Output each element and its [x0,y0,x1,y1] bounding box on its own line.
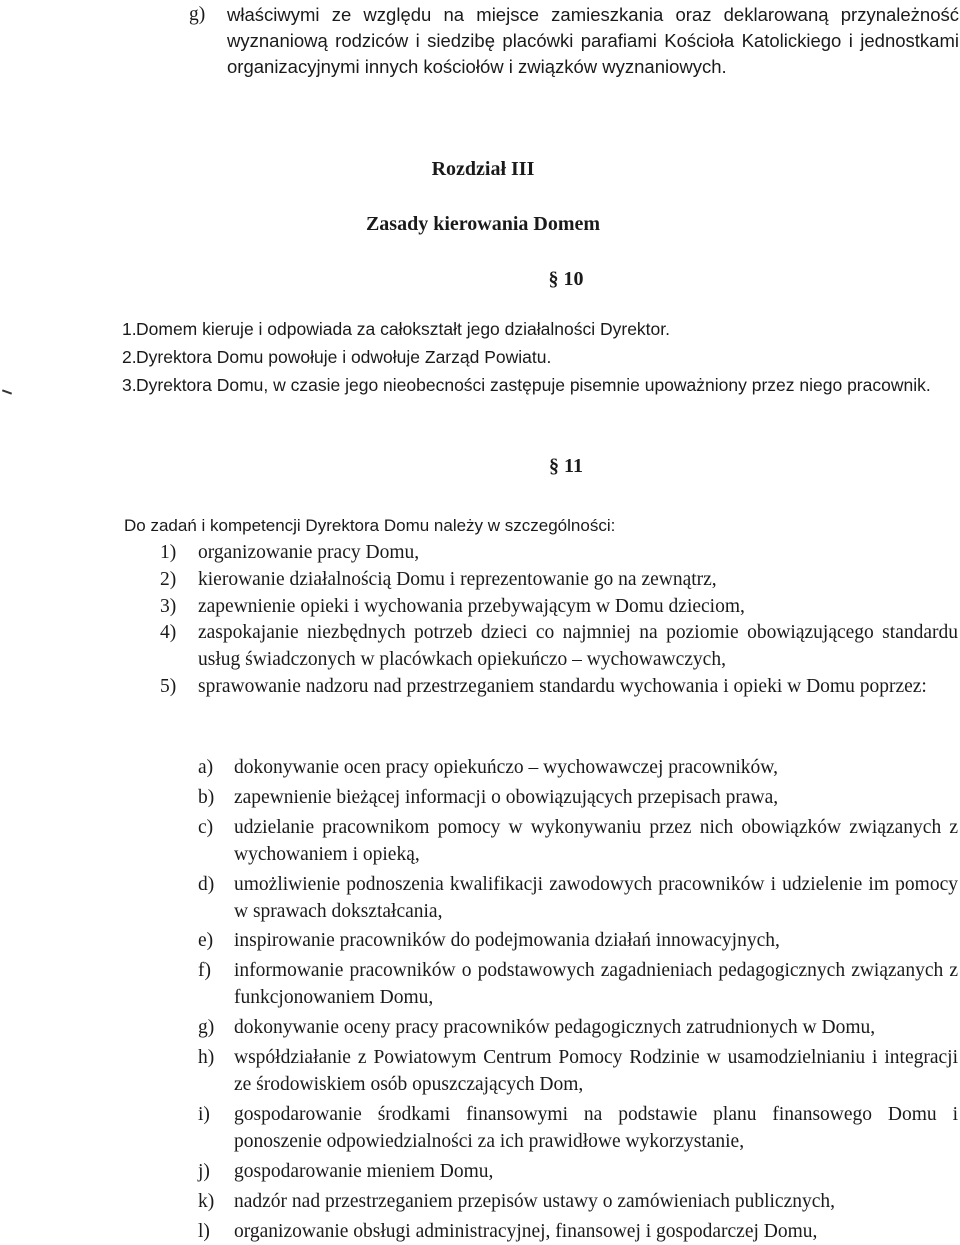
intro-item-text: właściwymi ze względu na miejsce zamieszkania oraz deklarowaną przynależność wyznaniową rodziców i siedzibę placówki parafiami Kościoła Katolickiego i jednostkami organizacyjnymi innych kościołów i związków wyznaniowych. [227,2,959,80]
item-marker: 2. [122,344,136,370]
sub-item-marker: l) [198,1219,234,1245]
sub-item-marker: e) [198,928,234,955]
sub-item [198,1102,958,1156]
sub-item-text: gospodarowanie środkami finansowymi na podstawie planu finansowego Domu i ponoszenie odpowiedzialności za ich prawidłowe wykorzystanie, [234,1102,958,1156]
sub-item-marker: h) [198,1045,234,1099]
section-10-heading: § 10 [0,268,960,291]
sub-item-text: współdziałanie z Powiatowym Centrum Pomocy Rodzinie w usamodzielnianiu i integracji ze środowiskiem osób opuszczających Dom, [234,1045,958,1099]
sub-item [198,1159,958,1186]
item-text: zaspokajanie niezbędnych potrzeb dzieci co najmniej na poziomie obowiązującego standardu usług świadczonych w placówkach opiekuńczo – wychowawczych, [198,620,958,674]
section-11-lead: Do zadań i kompetencji Dyrektora Domu należy w szczególności: [124,512,958,539]
sub-item-text: dokonywanie ocen pracy opiekuńczo – wychowawczej pracowników, [234,755,958,782]
sub-item-text: informowanie pracowników o podstawowych zagadnieniach pedagogicznych związanych z funkcjonowaniem Domu, [234,958,958,1012]
item-marker: 1) [160,540,198,567]
item-text: zapewnienie opieki i wychowania przebywającym w Domu dzieciom, [198,594,958,621]
intro-item-marker: g) [189,2,227,80]
chapter-subtitle: Zasady kierowania Domem [0,213,960,236]
item-marker: 4) [160,620,198,674]
item-text: kierowanie działalnością Domu i reprezentowanie go na zewnątrz, [198,567,958,594]
section-11-list [160,540,958,701]
sub-item [198,1219,958,1245]
section-11-heading: § 11 [0,455,960,478]
sub-item-marker: a) [198,755,234,782]
sub-item-marker: c) [198,815,234,869]
sub-item-marker: i) [198,1102,234,1156]
section-11-item [160,540,958,567]
item-text: Domem kieruje i odpowiada za całokształt jego działalności Dyrektor. [136,316,958,342]
sub-item [198,872,958,926]
margin-tick-mark [2,389,12,394]
section-10-list [122,316,958,398]
item-marker: 5) [160,674,198,701]
sub-item-text: umożliwienie podnoszenia kwalifikacji zawodowych pracowników i udzielenie im pomocy w sprawach dokształcania, [234,872,958,926]
sub-item [198,1045,958,1099]
item-marker: 1. [122,316,136,342]
sub-item-text: zapewnienie bieżącej informacji o obowiązujących przepisach prawa, [234,785,958,812]
sub-item-marker: d) [198,872,234,926]
section-10-item [122,344,958,370]
sub-item [198,1015,958,1042]
sub-item-marker: j) [198,1159,234,1186]
sub-item-text: organizowanie obsługi administracyjnej, finansowej i gospodarczej Domu, [234,1219,958,1245]
section-11-item [160,674,958,701]
sub-item-text: gospodarowanie mieniem Domu, [234,1159,958,1186]
sub-item-marker: f) [198,958,234,1012]
section-11-item [160,567,958,594]
sub-item-marker: g) [198,1015,234,1042]
section-10-item [122,316,958,342]
sub-item [198,958,958,1012]
sub-item [198,928,958,955]
sub-item [198,1189,958,1216]
sub-item-text: inspirowanie pracowników do podejmowania działań innowacyjnych, [234,928,958,955]
item-text: Dyrektora Domu, w czasie jego nieobecności zastępuje pisemnie upoważniony przez niego pracownik. [136,372,958,398]
section-11-item [160,620,958,674]
item-marker: 3. [122,372,136,398]
sub-item-text: udzielanie pracownikom pomocy w wykonywaniu przez nich obowiązków związanych z wychowaniem i opieką, [234,815,958,869]
sub-item [198,755,958,782]
section-10-item [122,372,958,398]
sub-item-marker: k) [198,1189,234,1216]
section-11-sublist [198,755,958,1245]
sub-item-marker: b) [198,785,234,812]
section-11-item [160,594,958,621]
item-marker: 3) [160,594,198,621]
sub-item-text: dokonywanie oceny pracy pracowników pedagogicznych zatrudnionych w Domu, [234,1015,958,1042]
intro-item-g [189,2,959,80]
sub-item [198,785,958,812]
sub-item-text: nadzór nad przestrzeganiem przepisów ustawy o zamówieniach publicznych, [234,1189,958,1216]
sub-item [198,815,958,869]
chapter-title: Rozdział III [0,158,960,181]
item-text: sprawowanie nadzoru nad przestrzeganiem standardu wychowania i opieki w Domu poprzez: [198,674,958,701]
item-text: Dyrektora Domu powołuje i odwołuje Zarząd Powiatu. [136,344,958,370]
item-marker: 2) [160,567,198,594]
item-text: organizowanie pracy Domu, [198,540,958,567]
